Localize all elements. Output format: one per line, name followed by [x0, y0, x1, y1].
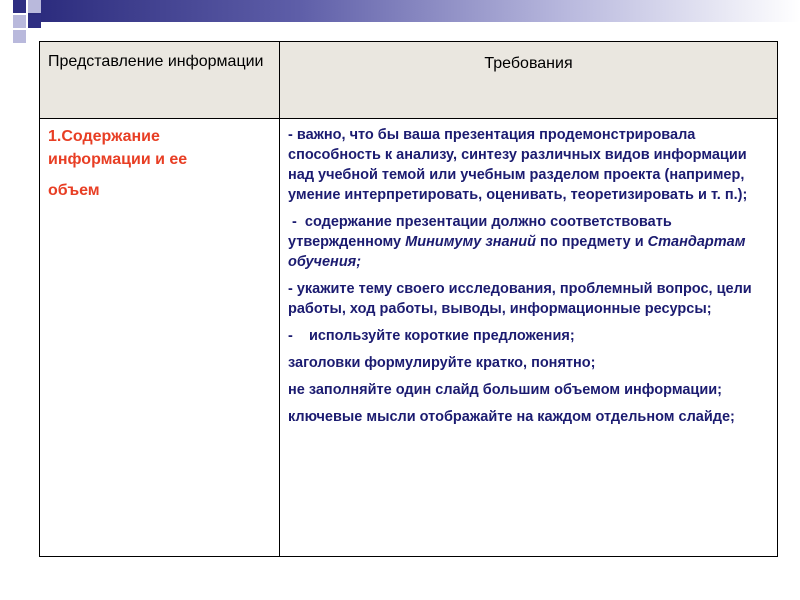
requirement-2 [288, 212, 769, 272]
square-dark [13, 0, 26, 13]
requirement-2-standards: Стандартам обучения; [288, 234, 746, 270]
requirement-6: не заполняйте один слайд большим объемом информации; [288, 382, 722, 398]
category-line-2: информации и ее [48, 151, 188, 168]
top-decorative-bar [28, 0, 800, 22]
table-header-row [40, 42, 778, 119]
square-light [13, 15, 26, 28]
requirement-5: заголовки формулируйте кратко, понятно; [288, 355, 596, 371]
requirement-2-part-c: по предмету и [536, 234, 648, 250]
requirement-4: - используйте короткие предложения; [288, 328, 575, 344]
requirement-2-part-a: - содержание презентации должно соответствовать утвержденному [288, 214, 721, 250]
category-line-3: объем [48, 182, 100, 199]
content-category-cell [40, 119, 280, 557]
header-cell-requirements: Требования [280, 42, 778, 119]
requirement-1: - важно, что бы ваша презентация продемонстрировала способность к анализу, синтезу различных видов информации над учебной темой или учебным разделом проекта (например, умение интерпретировать, оценивать, теоретизировать и т. п.); [288, 127, 748, 203]
square-dark [28, 15, 41, 28]
header-cell-representation: Представление информации [40, 42, 280, 119]
requirements-table [39, 41, 778, 557]
requirement-2-minimum: Минимуму знаний [405, 234, 537, 250]
requirements-cell [280, 119, 778, 557]
category-line-1: 1.Содержание [48, 128, 160, 145]
requirement-7: ключевые мысли отображайте на каждом отдельном слайде; [288, 409, 735, 425]
table-row [40, 119, 778, 557]
requirement-3: - укажите тему своего исследования, проблемный вопрос, цели работы, ход работы, выводы, информационные ресурсы; [288, 281, 752, 317]
square-light [28, 0, 41, 13]
square-light [13, 30, 26, 43]
